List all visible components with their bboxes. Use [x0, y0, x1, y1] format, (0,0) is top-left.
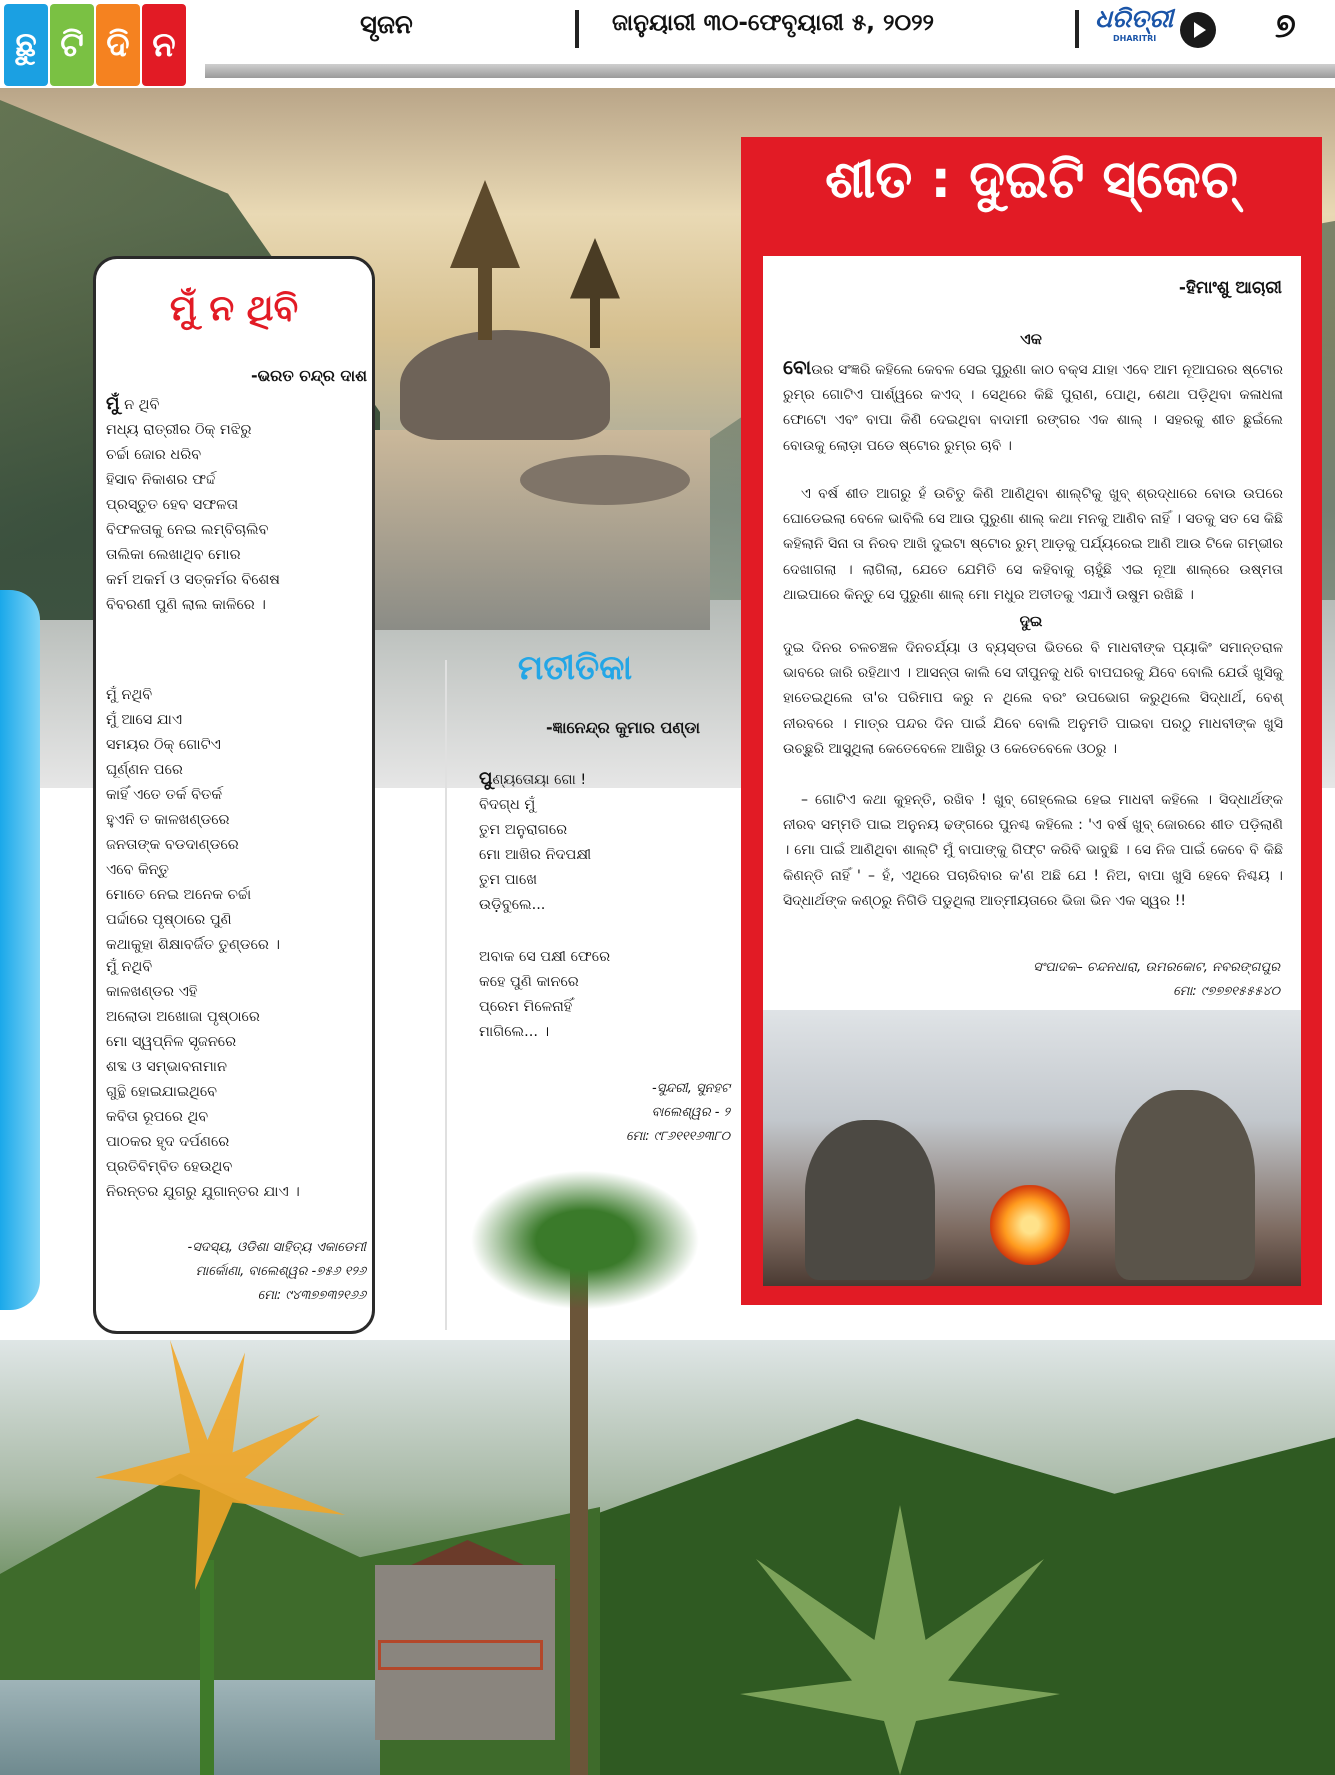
blue-decorative-streak — [0, 590, 40, 1310]
article-paragraph: ଏ ବର୍ଷ ଶୀତ ଆଗରୁ ହଁ ଉଚିତୁ କିଣି ଆଣିଥିବା ଶାଲ୍‌ଟିକୁ ଖୁବ୍ ଶ୍ରଦ୍ଧାରେ ବୋଉ ଉପରେ ଘୋଡେଇଲା ବେଳେ ଭାବିଲି ସେ ଆଉ ପୁରୁଣା ଶାଲ୍ କଥା ମନକୁ ଆଣିବ ନାହିଁ । ସତକୁ ସତ ସେ କିଛି କହିଲାନି ସିନା ତା ନିରବ ଆଖି ଦୁଇଟା ଷ୍ଟୋର ରୁମ୍ ଆଡ଼କୁ ପର୍ଯ୍ୟରେଇ ଆଣି ଆଉ ଟିକେ ଗମ୍ଭୀର ଦେଖାଗଲା । ଲାଗିଲା, ଯେତେ ଯେମିତି ସେ କହିବାକୁ ଚାହୁଁଛି ଏଇ ନୂଆ ଶାଲ୍‌ରେ ଉଷ୍ମତା ଥାଇପାରେ କିନ୍ତୁ ସେ ପୁରୁଣା ଶାଲ୍ ମୋ ମଧୁର ଅତୀତକୁ ଏଯାଏଁ ଉଷୁମ ରଖିଛି । — [783, 486, 1283, 603]
logo-letter: ଛୁ — [15, 25, 37, 65]
poem-line: ହିସାବ ନିକାଶର ଫର୍ଦ୍ଦ — [106, 472, 216, 488]
poem-line: କର୍ମ ଅକର୍ମ ଓ ସତ୍କର୍ମର ବିଶେଷ — [106, 572, 280, 588]
flower-stem-shape — [200, 1560, 214, 1775]
article-paragraph: ବୋଉର ସଂଜ୍ଞରି କହିଲେ କେବଳ ସେଇ ପୁରୁଣା କାଠ ବକ୍ସ ଯାହା ଏବେ ଆମ ନୂଆଘରର ଷ୍ଟୋର ରୁମ୍‌ର ଗୋଟିଏ ପାର୍ଶ୍ୱରେ କଏଦ୍ । ସେଥିରେ କିଛି ପୁରାଣ, ପୋଥି, ଶେଥା ପଡ଼ିଥିବା କଳାଧଳା ଫୋଟୋ ଏବଂ ବାପା କିଣି ଦେଇଥିବା ବାଦାମୀ ରଙ୍ଗର ଏକ ଶାଲ୍ । ସହରକୁ ଶୀତ ଛୁଇଁଲେ ବୋଉକୁ ଲୋଡ଼ା ପଡେ ଷ୍ଟୋର ରୁମ୍‌ର ଚାବି । — [783, 355, 1283, 454]
poem-line: ମୋତେ ନେଇ ଅନେକ ଚର୍ଚ୍ଚା — [106, 887, 252, 903]
poem-line: ମୋ ଆଖିର ନିଦପକ୍ଷୀ — [479, 847, 592, 863]
dropcap: ପୁ — [479, 768, 493, 789]
poem-line: କବିତା ରୂପରେ ଥିବ — [106, 1109, 209, 1125]
logo-tile — [142, 4, 186, 86]
poem-author-footer — [100, 1236, 366, 1308]
play-icon — [1180, 12, 1216, 48]
dropcap: ମୁଁ — [106, 393, 120, 414]
poem-line: ମଧ୍ୟ ରାତ୍ରୀର ଠିକ୍ ମଝିରୁ — [106, 422, 252, 438]
poem-line: ହୁଏନି ତ କାଳଖଣ୍ଡରେ — [106, 812, 230, 828]
footer-line: ବାଲେଶ୍ୱର - ୨ — [651, 1105, 730, 1120]
poem-line: ବିବରଣୀ ପୁଣି ଲାଲ କାଳିରେ । — [106, 597, 266, 613]
poem-line: ବିଫଳତାକୁ ନେଇ ଲମ୍ବିଚାଲିବ — [106, 522, 269, 538]
poem-line: ବିଦଗ୍ଧ ମୁଁ — [479, 797, 536, 813]
footer-line: -ସୁନ୍ଦରୀ, ସୁନହଟ — [652, 1081, 730, 1096]
poem-line: ଉଡ଼ିବୁଲେ... — [479, 897, 546, 913]
brand-subtitle: DHARITRI — [1113, 34, 1157, 43]
footer-line: ମୋ: ୯୭୭୭୧୫୫୫୪୦ — [1173, 984, 1280, 999]
poem-line: ତାଲିକା ଲେଖାଥିବ ମୋର — [106, 547, 241, 563]
poem-line: କଥାକୁହା ଶିକ୍ଷାବର୍ଜିତ ତୁଣ୍ଡରେ । — [106, 937, 281, 953]
cottage-balcony-shape — [378, 1640, 543, 1670]
section-name: ସୃଜନ — [360, 10, 413, 40]
footer-line: ମୋ: ୯୮୬୧୧୧୬୩୮୦ — [625, 1129, 730, 1144]
poem-line: ପ୍ରତିବିମ୍ବିତ ହେଉଥିବ — [106, 1159, 233, 1175]
footer-line: ମୋ: ୯୪୩୭୭୩୨୧୬୬ — [257, 1288, 366, 1303]
person-shape — [805, 1120, 935, 1280]
poem-title: ମତୀତିକା — [517, 648, 633, 688]
poem-line: ପାଠକର ହୃଦ ଦର୍ପଣରେ — [106, 1134, 230, 1150]
article-paragraph: – ଗୋଟିଏ କଥା କୁହନ୍ତି, ରଖିବ ! ଖୁବ୍ ଗେହ୍ଲେଇ ହେଇ ମାଧବୀ କହିଲେ । ସିଦ୍ଧାର୍ଥଙ୍କ ନୀରବ ସମ୍ମତି ପାଇ ଅନୁନୟ ଢଙ୍ଗରେ ପୁନଶ୍ଚ କହିଲେ : 'ଏ ବର୍ଷ ଖୁବ୍ ଜୋରରେ ଶୀତ ପଡ଼ିଲାଣି । ମୋ ପାଇଁ ଆଣିଥିବା ଶାଲ୍‌ଟି ମୁଁ ବାପାଙ୍କୁ ଗିଫ୍ଟ କରିବି ଭାବୁଛି । ସେ ନିଜ ପାଇଁ କେବେ ବି କିଛି କିଣନ୍ତି ନାହିଁ ' – ହଁ, ଏଥିରେ ପଚାରିବାର କ'ଣ ଅଛି ଯେ ! ନିଅ, ବାପା ଖୁସି ହେବେ ନିଶ୍ଚୟ । ସିଦ୍ଧାର୍ଥଙ୍କ କଣ୍ଠରୁ ନିଗିଡି ପଡୁଥିଲା ଆତ୍ମୀୟତାରେ ଭିଜା ଭିନ ଏକ ସ୍ୱର !! — [783, 792, 1283, 909]
logo-tile — [96, 4, 140, 86]
poem-stanza — [106, 683, 368, 958]
poem-line: ତୁମ ପାଖେ — [479, 872, 538, 888]
poem-line: ମୁଁ ଆସେ ଯାଏ — [106, 712, 183, 728]
poem-line: ମୁଁ ନ ଥିବି — [106, 393, 160, 414]
article-author: -ହିମାଂଶୁ ଆଚାରୀ — [1178, 278, 1282, 298]
poem-line: ମୋ ସ୍ୱପ୍ନିଳ ସୃଜନରେ — [106, 1034, 237, 1050]
poem-stanza — [479, 945, 719, 1045]
footer-line: ମାର୍କୋଣା, ବାଲେଶ୍ୱର -୭୫୬ ୧୨୬ — [195, 1264, 366, 1279]
poem-line: ଗୁନ୍ଥି ହୋଇଯାଇଥିବେ — [106, 1084, 218, 1100]
poem-line: ପ୍ରେମ ମିଳେନାହିଁ — [479, 999, 573, 1015]
logo-tile — [50, 4, 94, 86]
campfire-shape — [990, 1185, 1070, 1265]
article-author-footer — [780, 956, 1280, 1004]
poem-line: ଅବାକ ସେ ପକ୍ଷୀ ଫେରେ — [479, 949, 611, 965]
poem-line: ଏବେ କିନ୍ତୁ — [106, 862, 170, 878]
logo-letter: ନ — [152, 25, 176, 65]
person-shape — [1115, 1090, 1255, 1280]
page-number: ୭ — [1275, 6, 1296, 46]
section-heading: ଦୁଇ — [1019, 612, 1043, 630]
poem-line: ପ୍ରସ୍ତୁତ ହେବ ସଫଳତା — [106, 497, 239, 513]
lake-shape — [0, 1680, 380, 1775]
logo-letter: ଦି — [106, 25, 130, 65]
rock-shape — [520, 455, 690, 505]
poem-stanza — [106, 391, 368, 618]
poem-line: ମୁଁ ନଥିବି — [106, 959, 153, 975]
article-title: ଶୀତ : ଦୁଇଟି ସ୍କେଚ୍ — [825, 150, 1238, 210]
palm-trunk-shape — [570, 1230, 588, 1775]
poem-line: ଅଲୋଡା ଅଖୋଜା ପୃଷ୍ଠାରେ — [106, 1009, 260, 1025]
poem-line: କହେ ପୁଣି କାନରେ — [479, 974, 579, 990]
poem-line: ନିରନ୍ତର ଯୁଗରୁ ଯୁଗାନ୍ତର ଯାଏ । — [106, 1184, 300, 1200]
poem-line: ଘୂର୍ଣ୍ଣନ ପରେ — [106, 762, 183, 778]
poem-stanza — [479, 766, 719, 918]
poem-line: ପର୍ଦ୍ଦାରେ ପୃଷ୍ଠାରେ ପୁଣି — [106, 912, 232, 928]
rock-island-shape — [400, 330, 610, 440]
masthead-divider — [575, 10, 579, 48]
masthead-underline — [205, 64, 1335, 78]
logo-letter: ଟି — [60, 25, 84, 65]
issue-date: ଜାନୁୟାରୀ ୩୦-ଫେବୃୟାରୀ ୫, ୨୦୨୨ — [612, 10, 935, 36]
logo-tile — [4, 4, 48, 86]
section-heading: ଏକ — [1020, 330, 1042, 348]
poem-line: ମୁଁ ନଥିବି — [106, 687, 153, 703]
dropcap: ବୋ — [783, 355, 812, 379]
column-divider — [445, 660, 447, 1330]
poem-line: ମାଗିଲେ... । — [479, 1024, 550, 1040]
poem-author: -ଜ୍ଞାନେନ୍ଦ୍ର କୁମାର ପଣ୍ଡା — [545, 718, 700, 737]
footer-line: -ସଦସ୍ୟ, ଓଡିଶା ସାହିତ୍ୟ ଏକାଡେମୀ — [187, 1240, 366, 1255]
poem-line: ଶବ୍ଦ ଓ ସମ୍ଭାବନାମାନ — [106, 1059, 227, 1075]
poem-line: ପୁଣ୍ୟତୋୟା ଗୋ ! — [479, 768, 587, 789]
palm-fronds-shape — [470, 1170, 700, 1310]
poem-line: ତୁମ ଅନୁରାଗରେ — [479, 822, 568, 838]
poem-line: ସମୟର ଠିକ୍ ଗୋଟିଏ — [106, 737, 221, 753]
poem-line: ଚର୍ଚ୍ଚା ଜୋର ଧରିବ — [106, 447, 202, 463]
poem-line: ଜନତାଙ୍କ ବଡଦାଣ୍ଡରେ — [106, 837, 239, 853]
poem-author-footer — [470, 1077, 730, 1149]
masthead-divider — [1075, 10, 1079, 48]
poem-title: ମୁଁ ନ ଥିବି — [169, 288, 299, 329]
poem-line: କାହିଁ ଏତେ ତର୍କ ବିତର୍କ — [106, 787, 223, 803]
poem-author: -ଭରତ ଚନ୍ଦ୍ର ଦାଶ — [250, 366, 367, 385]
poem-line: କାଳଖଣ୍ଡର ଏହି — [106, 984, 198, 1000]
footer-line: ସଂପାଦକ– ଚନ୍ଦନଧାରା, ଉମରକୋଟ, ନବରଙ୍ଗପୁର — [1033, 960, 1280, 975]
article-paragraph: ଦୁଇ ଦିନର ଚଳଚଞ୍ଚଳ ଦିନଚର୍ଯ୍ୟା ଓ ବ୍ୟସ୍ତତା ଭିତରେ ବି ମାଧବୀଙ୍କ ପ୍ୟାକିଂ ସମାନ୍ତରାଳ ଭାବରେ ଜାରି ରହିଥାଏ । ଆସନ୍ତା କାଲି ସେ ଦୀପୁନକୁ ଧରି ବାପଘରକୁ ଯିବେ ବୋଲି ଯେଉଁ ଖୁସିକୁ ହାତେଇଥିଲେ ତା'ର ପରିମାପ କରୁ ନ ଥିଲେ ବରଂ ଉପଭୋଗ କରୁଥିଲେ ସିଦ୍ଧାର୍ଥ, ବେଶ୍ ନୀରବରେ । ମାତ୍ର ପନ୍ଦର ଦିନ ପାଇଁ ଯିବେ ବୋଲି ଅନୁମତି ପାଇବା ପରଠୁ ମାଧବୀଙ୍କ ଖୁସି ଉଚ୍ଛୁରି ଆସୁଥିଲା କେତେବେଳେ ଆଖିରୁ ଓ କେତେବେଳେ ଓଠରୁ । — [783, 640, 1283, 757]
poem-stanza — [106, 955, 368, 1205]
brand-logo: ଧରିତ୍ରୀ — [1095, 4, 1174, 33]
